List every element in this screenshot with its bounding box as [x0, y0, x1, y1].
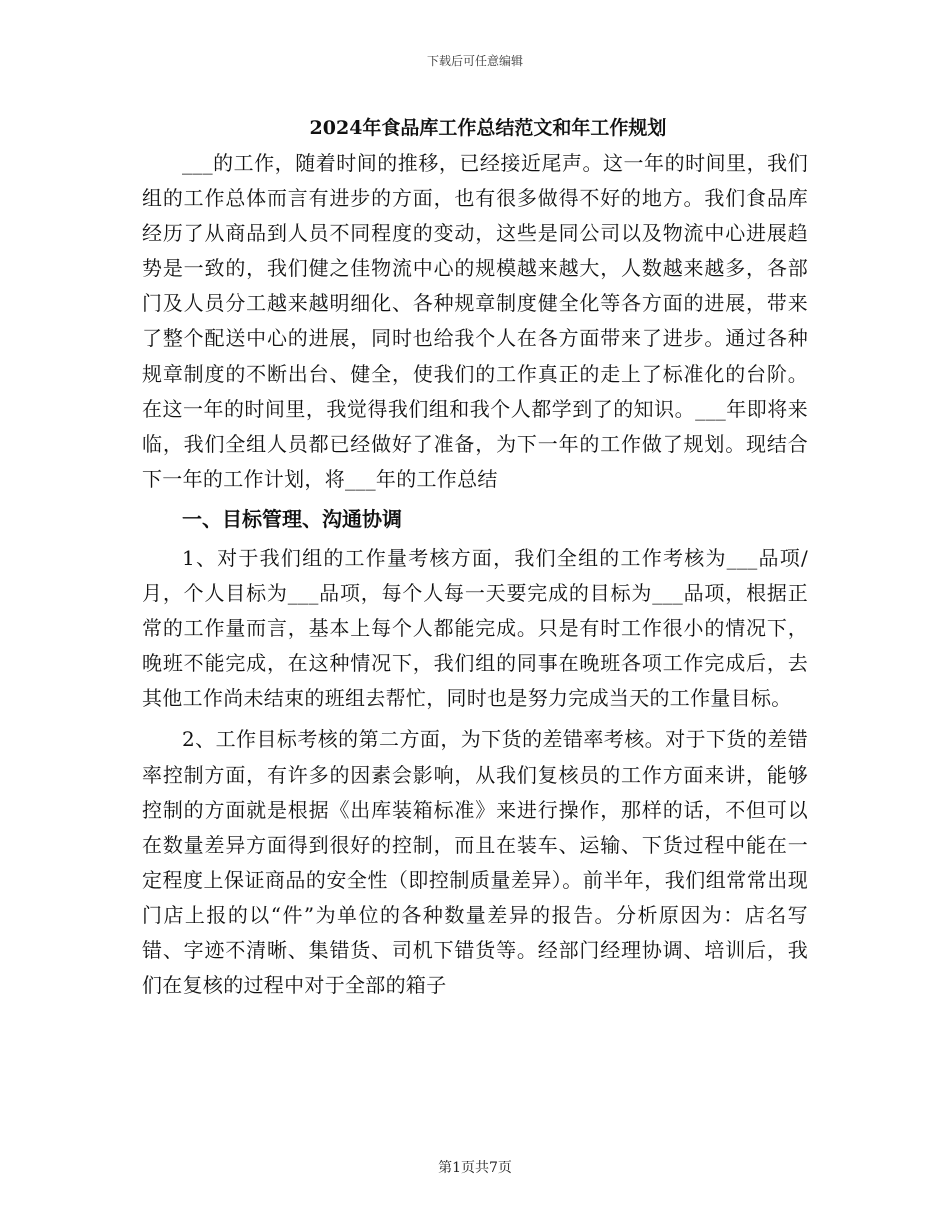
- page-footer: 第1页共7页: [438, 1160, 512, 1176]
- section-heading: 一、目标管理、沟通协调: [182, 506, 402, 531]
- intro-paragraph: ___的工作，随着时间的推移，已经接近尾声。这一年的时间里，我们组的工作总体而言有进步的方面，也有很多做得不好的地方。我们食品库经历了从商品到人员不同程度的变动，这些是同公司以及物流中心进展趋势是一致的，我们健之佳物流中心的规模越来越大，人数越来越多，各部门及人员分工越来越明细化、各种规章制度健全化等各方面的进展，带来了整个配送中心的进展，同时也给我个人在各方面带来了进步。通过各种规章制度的不断出台、健全，使我们的工作真正的走上了标准化的台阶。在这一年的时间里，我觉得我们组和我个人都学到了的知识。___年即将来临，我们全组人员都已经做好了准备，为下一年的工作做了规划。现结合下一年的工作计划，将___年的工作总结: [142, 151, 808, 491]
- page-header: 下载后可任意编辑: [426, 54, 523, 68]
- document-body: [142, 110, 808, 1003]
- document-title: 2024年食品库工作总结范文和年工作规划: [309, 117, 667, 139]
- paragraph-1: 1、对于我们组的工作量考核方面，我们全组的工作考核为___品项/月，个人目标为___品项，每个人每一天要完成的目标为___品项，根据正常的工作量而言，基本上每个人都能完成。只是有时工作很小的情况下，晚班不能完成，在这种情况下，我们组的同事在晚班各项工作完成后，去其他工作尚未结束的班组去帮忙，同时也是努力完成当天的工作量目标。: [142, 545, 808, 711]
- paragraph-2: 2、工作目标考核的第二方面，为下货的差错率考核。对于下货的差错率控制方面，有许多的因素会影响，从我们复核员的工作方面来讲，能够控制的方面就是根据《出库装箱标准》来进行操作，那样的话，不但可以在数量差异方面得到很好的控制，而且在装车、运输、下货过程中能在一定程度上保证商品的安全性（即控制质量差异）。前半年，我们组常常出现门店上报的以“件”为单位的各种数量差异的报告。分析原因为：店名写错、字迹不清晰、集错货、司机下错货等。经部门经理协调、培训后，我们在复核的过程中对于全部的箱子: [142, 727, 808, 998]
